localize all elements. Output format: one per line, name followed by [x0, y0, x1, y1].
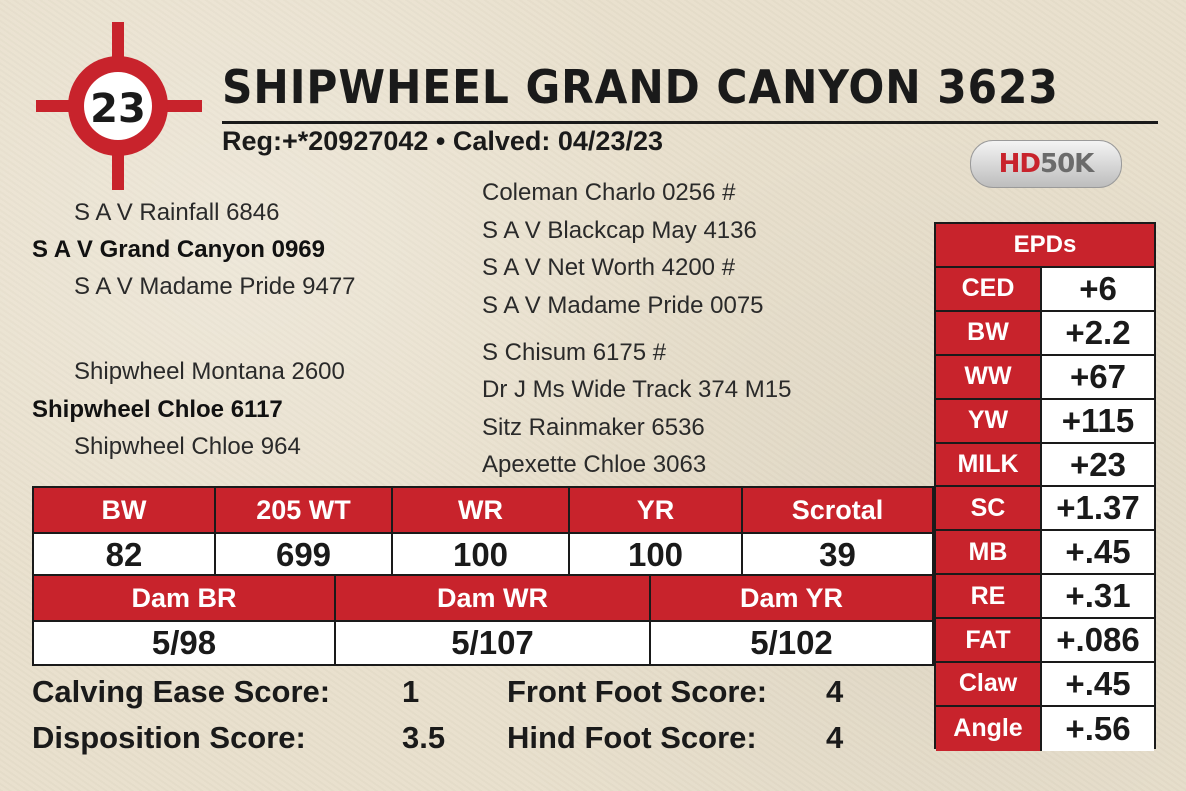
epd-row [936, 575, 1154, 619]
hd50k-badge [970, 140, 1122, 188]
dam-performance-header: Dam YR [651, 576, 932, 620]
pedigree-gg-7: Sitz Rainmaker 6536 [482, 414, 705, 441]
pedigree-dam: Shipwheel Chloe 6117 [32, 396, 283, 423]
calving-ease-label: Calving Ease Score: [32, 674, 331, 709]
epd-row [936, 619, 1154, 663]
dam-performance-table [32, 574, 934, 666]
epd-value: +.086 [1042, 619, 1154, 661]
pedigree-gg-2: S A V Blackcap May 4136 [482, 217, 757, 244]
epd-label: RE [936, 575, 1042, 617]
epd-row [936, 707, 1154, 751]
hind-foot-value: 4 [826, 720, 844, 755]
performance-value: 82 [34, 532, 216, 576]
performance-header: Scrotal [743, 488, 932, 532]
pedigree-gg-1: Coleman Charlo 0256 # [482, 179, 736, 206]
pedigree-sire: S A V Grand Canyon 0969 [32, 236, 325, 263]
epd-value: +67 [1042, 356, 1154, 398]
hd50k-badge-hd: HD [998, 149, 1040, 179]
performance-header: YR [570, 488, 743, 532]
performance-value: 100 [393, 532, 570, 576]
front-foot-label: Front Foot Score: [507, 674, 768, 709]
dam-performance-value: 5/107 [336, 620, 651, 664]
epd-row [936, 356, 1154, 400]
epd-value: +.45 [1042, 663, 1154, 705]
epd-label: BW [936, 312, 1042, 354]
front-foot-value: 4 [826, 674, 844, 709]
logo-number: 23 [90, 86, 146, 132]
dam-performance-header: Dam WR [336, 576, 651, 620]
epd-label: YW [936, 400, 1042, 442]
performance-value: 39 [743, 532, 932, 576]
dam-performance-value-row [34, 620, 932, 664]
epd-row [936, 312, 1154, 356]
epd-row [936, 268, 1154, 312]
performance-header: WR [393, 488, 570, 532]
pedigree-gg-4: S A V Madame Pride 0075 [482, 292, 764, 319]
epd-row [936, 663, 1154, 707]
epd-row [936, 400, 1154, 444]
epd-row [936, 444, 1154, 488]
epd-value: +115 [1042, 400, 1154, 442]
performance-table [32, 486, 934, 578]
dam-performance-value: 5/98 [34, 620, 336, 664]
epd-value: +.45 [1042, 531, 1154, 573]
performance-value: 100 [570, 532, 743, 576]
pedigree-gg-6: Dr J Ms Wide Track 374 M15 [482, 376, 792, 403]
animal-name: SHIPWHEEL GRAND CANYON 3623 [222, 60, 1059, 114]
pedigree-gg-3: S A V Net Worth 4200 # [482, 254, 736, 281]
epd-value: +2.2 [1042, 312, 1154, 354]
epd-value: +6 [1042, 268, 1154, 310]
performance-header: BW [34, 488, 216, 532]
epd-label: CED [936, 268, 1042, 310]
pedigree-gg-5: S Chisum 6175 # [482, 339, 667, 366]
epd-row [936, 531, 1154, 575]
epd-row [936, 487, 1154, 531]
registration-line: Reg:+*20927042 • Calved: 04/23/23 [222, 126, 663, 156]
pedigree-gg-8: Apexette Chloe 3063 [482, 451, 707, 478]
epd-label: FAT [936, 619, 1042, 661]
disposition-label: Disposition Score: [32, 720, 306, 755]
hind-foot-label: Hind Foot Score: [507, 720, 757, 755]
performance-header-row [34, 488, 932, 532]
pedigree-dam-sire: Shipwheel Montana 2600 [74, 358, 345, 385]
ranch-logo [34, 22, 204, 192]
performance-header: 205 WT [216, 488, 393, 532]
dam-performance-header: Dam BR [34, 576, 336, 620]
epd-value: +.31 [1042, 575, 1154, 617]
epd-label: Claw [936, 663, 1042, 705]
epd-value: +23 [1042, 444, 1154, 486]
performance-value: 699 [216, 532, 393, 576]
title-divider [222, 121, 1158, 124]
epd-label: SC [936, 487, 1042, 529]
epd-header: EPDs [936, 224, 1154, 268]
disposition-value: 3.5 [402, 720, 446, 755]
performance-value-row [34, 532, 932, 576]
dam-performance-header-row [34, 576, 932, 620]
pedigree-sire-sire: S A V Rainfall 6846 [74, 199, 280, 226]
pedigree-dam-dam: Shipwheel Chloe 964 [74, 433, 301, 460]
epd-label: WW [936, 356, 1042, 398]
epd-table [934, 222, 1156, 749]
epd-label: MB [936, 531, 1042, 573]
dam-performance-value: 5/102 [651, 620, 932, 664]
epd-label: MILK [936, 444, 1042, 486]
epd-value: +.56 [1042, 707, 1154, 751]
epd-value: +1.37 [1042, 487, 1154, 529]
hd50k-badge-50k: 50K [1040, 149, 1094, 179]
brand-cross-icon [34, 22, 204, 192]
pedigree-sire-dam: S A V Madame Pride 9477 [74, 273, 356, 300]
epd-label: Angle [936, 707, 1042, 751]
calving-ease-value: 1 [402, 674, 420, 709]
